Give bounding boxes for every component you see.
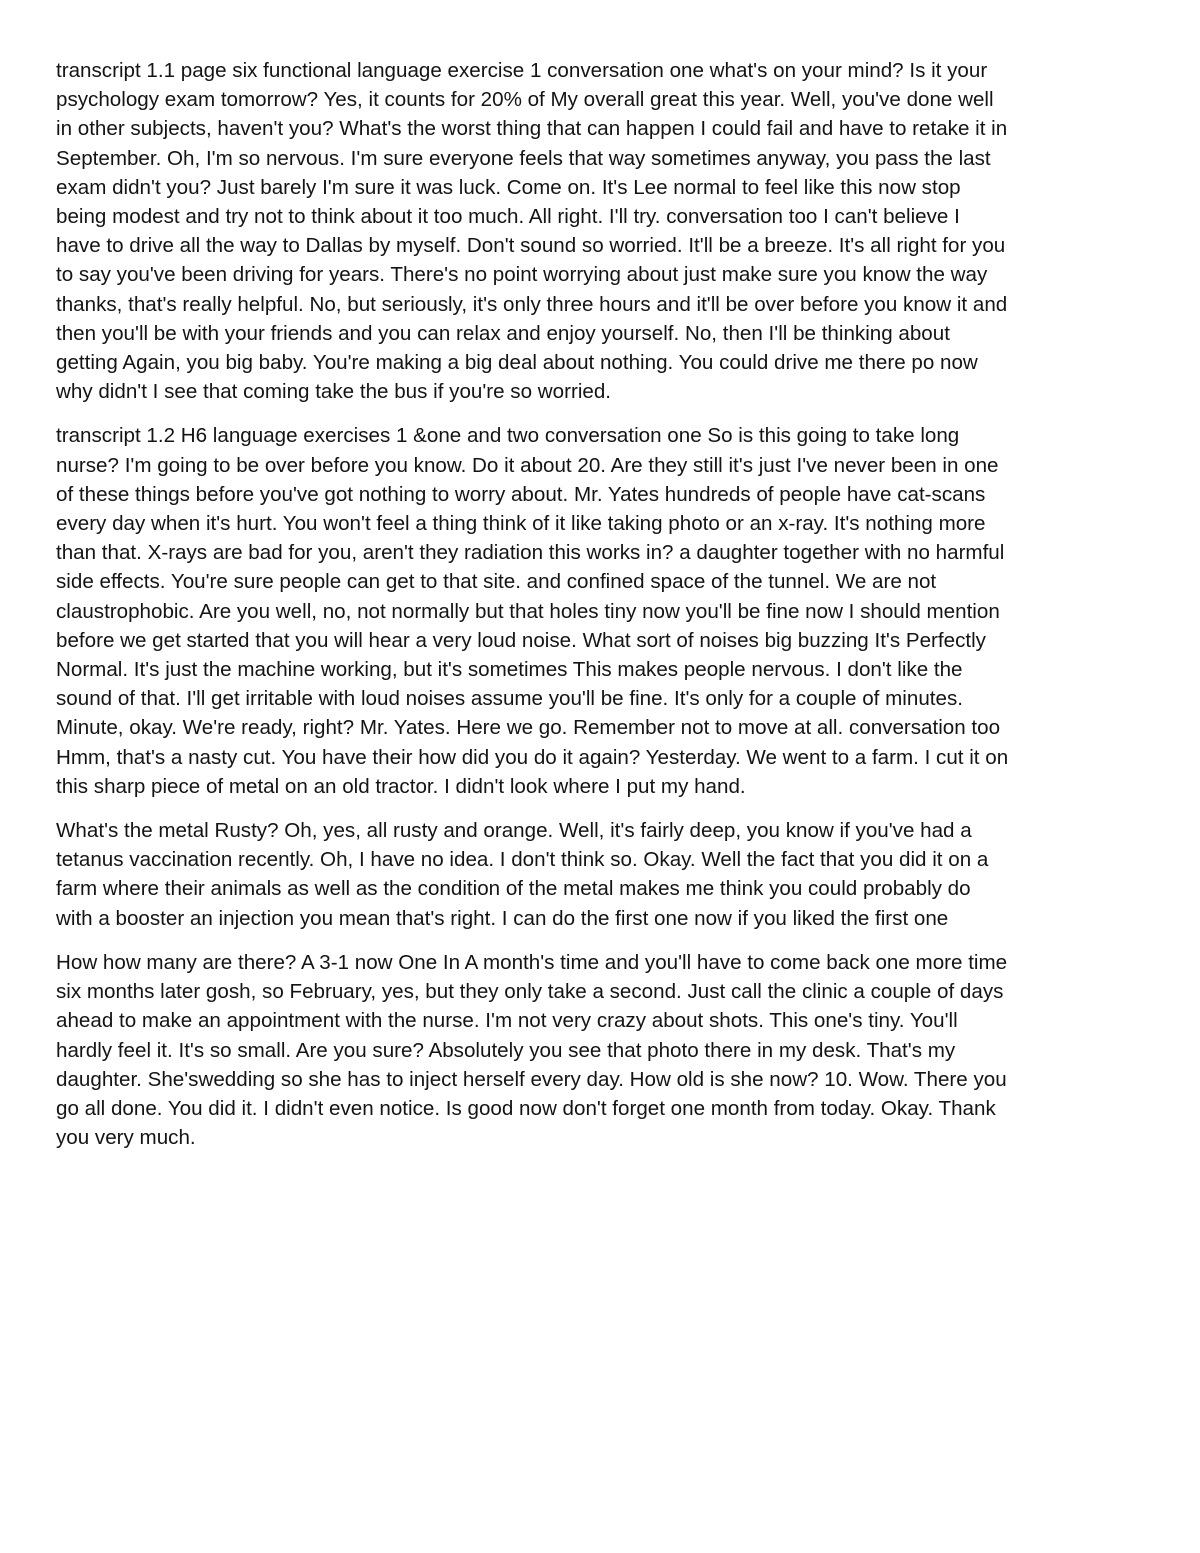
text-line: transcript 1.2 H6 language exercises 1 &one and two conversation one So is this going to take long	[56, 424, 960, 448]
text-line: What's the metal Rusty? Oh, yes, all rusty and orange. Well, it's fairly deep, you know if you've had a	[56, 819, 972, 843]
text-line: thanks, that's really helpful. No, but seriously, it's only three hours and it'll be over before you know it and	[56, 292, 1008, 316]
text-line: then you'll be with your friends and you can relax and enjoy yourself. No, then I'll be thinking about	[56, 321, 950, 345]
text-line: psychology exam tomorrow? Yes, it counts for 20% of My overall great this year. Well, you've done well	[56, 88, 994, 112]
text-line: go all done. You did it. I didn't even notice. Is good now don't forget one month from today. Okay. Thank	[56, 1096, 996, 1120]
text-line: nurse? I'm going to be over before you know. Do it about 20. Are they still it's just I've never been in one	[56, 453, 999, 477]
text-line: Hmm, that's a nasty cut. You have their how did you do it again? Yesterday. We went to a farm. I cut it on	[56, 745, 1009, 769]
paragraph-transcript-1-1	[56, 56, 1152, 406]
paragraph-injection-conversation	[56, 948, 1152, 1152]
text-line: ahead to make an appointment with the nurse. I'm not very crazy about shots. This one's tiny. You'll	[56, 1009, 958, 1033]
text-line: side effects. You're sure people can get to that site. and confined space of the tunnel. We are not	[56, 570, 937, 594]
document-page	[56, 56, 1152, 1167]
text-line: than that. X-rays are bad for you, aren't they radiation this works in? a daughter together with no harmful	[56, 541, 1005, 565]
text-line: Normal. It's just the machine working, but it's sometimes This makes people nervous. I don't like the	[56, 658, 963, 682]
text-line: you very much.	[56, 1126, 196, 1150]
text-line: to say you've been driving for years. There's no point worrying about just make sure you know the way	[56, 263, 988, 287]
text-line: have to drive all the way to Dallas by myself. Don't sound so worried. It'll be a breeze. It's all right for you	[56, 234, 1006, 258]
text-line: getting Again, you big baby. You're making a big deal about nothing. You could drive me there po now	[56, 351, 978, 375]
text-line: exam didn't you? Just barely I'm sure it was luck. Come on. It's Lee normal to feel like this now stop	[56, 175, 961, 199]
text-line: daughter. She'swedding so she has to inject herself every day. How old is she now? 10. Wow. There you	[56, 1067, 1007, 1091]
text-line: being modest and try not to think about it too much. All right. I'll try. conversation too I can't believe I	[56, 205, 960, 229]
text-line: farm where their animals as well as the condition of the metal makes me think you could probably do	[56, 877, 971, 901]
text-line: in other subjects, haven't you? What's the worst thing that can happen I could fail and have to retake it in	[56, 117, 1008, 141]
text-line: September. Oh, I'm so nervous. I'm sure everyone feels that way sometimes anyway, you pass the last	[56, 146, 991, 170]
text-line: with a booster an injection you mean that's right. I can do the first one now if you liked the first one	[56, 906, 949, 930]
text-line: sound of that. I'll get irritable with loud noises assume you'll be fine. It's only for a couple of minutes.	[56, 687, 963, 711]
text-line: claustrophobic. Are you well, no, not normally but that holes tiny now you'll be fine now I should mention	[56, 599, 1000, 623]
paragraph-transcript-1-2	[56, 421, 1152, 801]
paragraph-tetanus-conversation	[56, 816, 1152, 933]
text-line: Minute, okay. We're ready, right? Mr. Yates. Here we go. Remember not to move at all. conversation too	[56, 716, 1001, 740]
text-line: six months later gosh, so February, yes, but they only take a second. Just call the clinic a couple of days	[56, 980, 1004, 1004]
text-line: before we get started that you will hear a very loud noise. What sort of noises big buzzing It's Perfectly	[56, 628, 986, 652]
text-line: hardly feel it. It's so small. Are you sure? Absolutely you see that photo there in my desk. That's my	[56, 1038, 956, 1062]
text-line: of these things before you've got nothing to worry about. Mr. Yates hundreds of people have cat-scans	[56, 482, 986, 506]
text-line: tetanus vaccination recently. Oh, I have no idea. I don't think so. Okay. Well the fact that you did it on a	[56, 848, 989, 872]
text-line: this sharp piece of metal on an old tractor. I didn't look where I put my hand.	[56, 774, 746, 798]
text-line: why didn't I see that coming take the bus if you're so worried.	[56, 380, 612, 404]
text-line: How how many are there? A 3-1 now One In A month's time and you'll have to come back one more time	[56, 950, 1008, 974]
text-line: every day when it's hurt. You won't feel a thing think of it like taking photo or an x-ray. It's nothing more	[56, 512, 986, 536]
text-line: transcript 1.1 page six functional language exercise 1 conversation one what's on your mind? Is it your	[56, 59, 988, 82]
